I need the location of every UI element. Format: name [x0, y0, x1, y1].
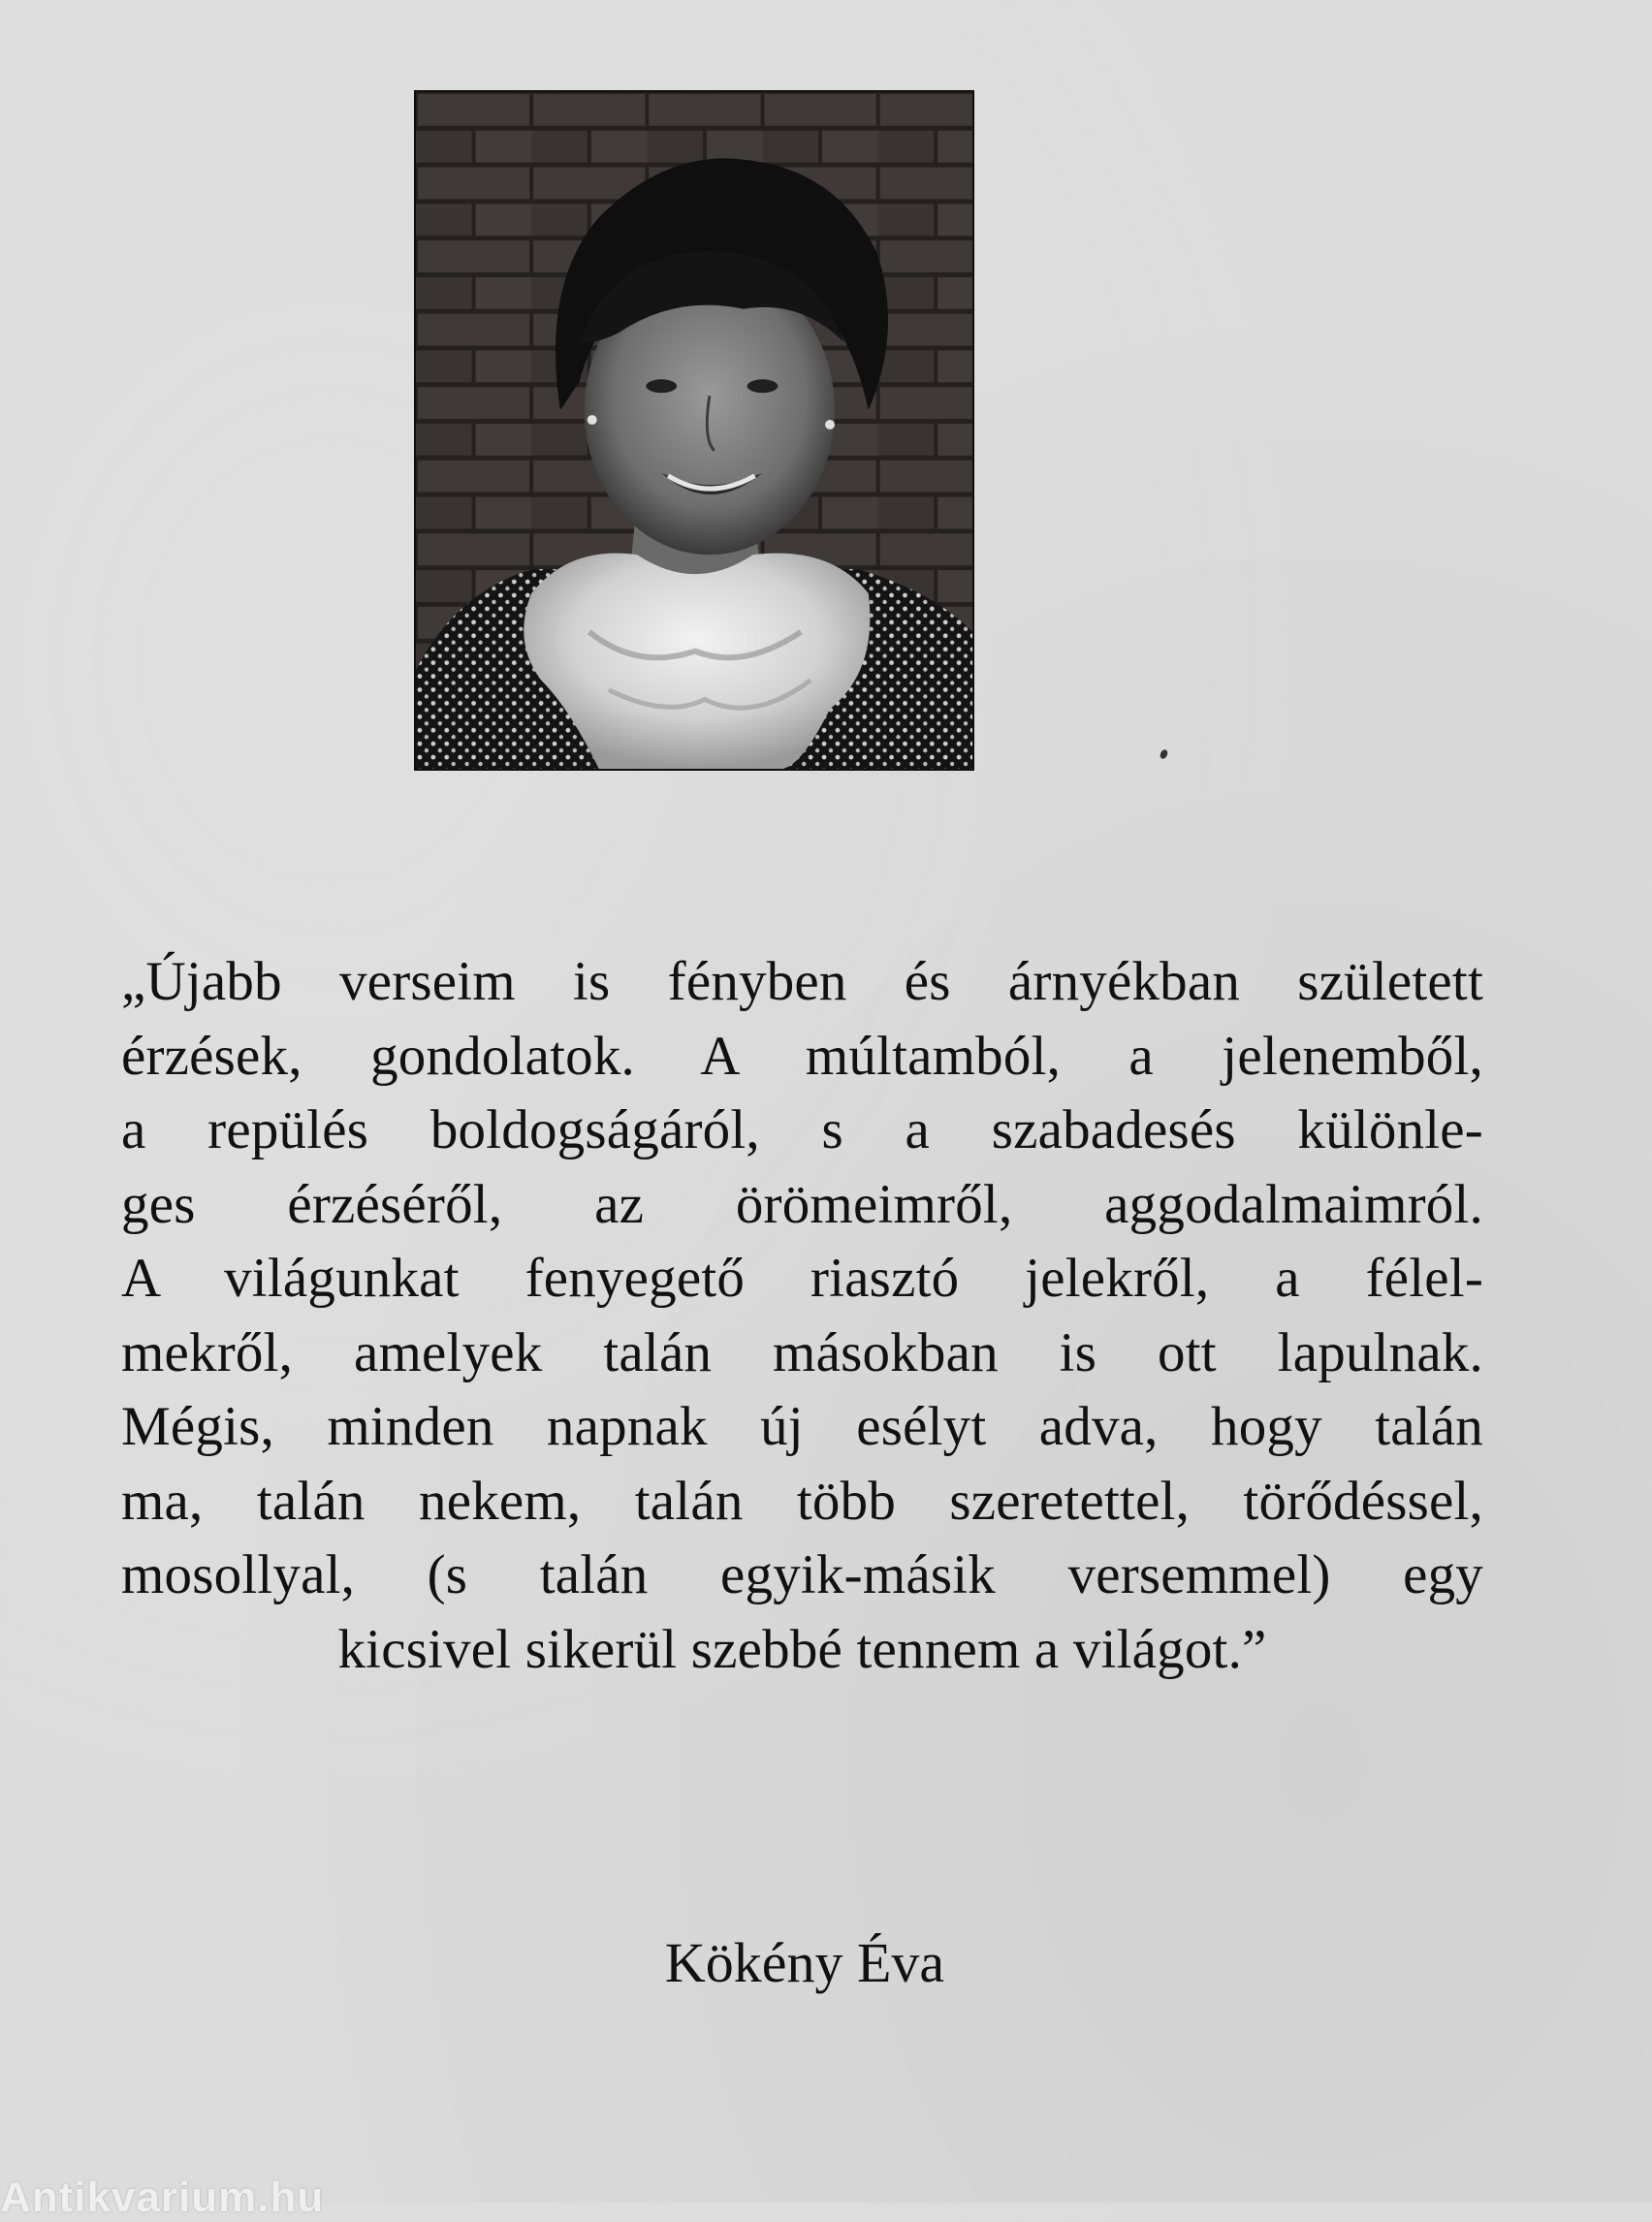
- quote-line: mosollyal, (s talán egyik-másik versemmel) egy: [121, 1544, 1483, 1605]
- quote-line: mekről, amelyek talán másokban is ott lapulnak.: [121, 1321, 1483, 1383]
- quote-line: a repülés boldogságáról, s a szabadesés különle-: [121, 1099, 1483, 1160]
- quote-line: „Újabb verseim is fényben és árnyékban született: [121, 951, 1483, 1012]
- author-name: Kökény Éva: [664, 1931, 945, 1994]
- quote-line: Mégis, minden napnak új esélyt adva, hogy talán: [121, 1396, 1483, 1457]
- quote-line: ges érzéséről, az örömeimről, aggodalmaimról.: [121, 1173, 1483, 1235]
- quote-text: [121, 945, 1483, 1687]
- watermark: Antikvarium.hu: [0, 2174, 325, 2221]
- quote-line: ma, talán nekem, talán több szeretettel, törődéssel,: [121, 1470, 1483, 1532]
- portrait-icon: [416, 92, 972, 769]
- quote-line: kicsivel sikerül szebbé tennem a világot.”: [337, 1618, 1267, 1680]
- quote-line: A világunkat fenyegető riasztó jelekről, a félel-: [121, 1248, 1483, 1309]
- author-portrait-photo: [414, 90, 974, 771]
- paper-speck: [1159, 748, 1169, 760]
- quote-line: érzések, gondolatok. A múltamból, a jelenemből,: [121, 1025, 1483, 1087]
